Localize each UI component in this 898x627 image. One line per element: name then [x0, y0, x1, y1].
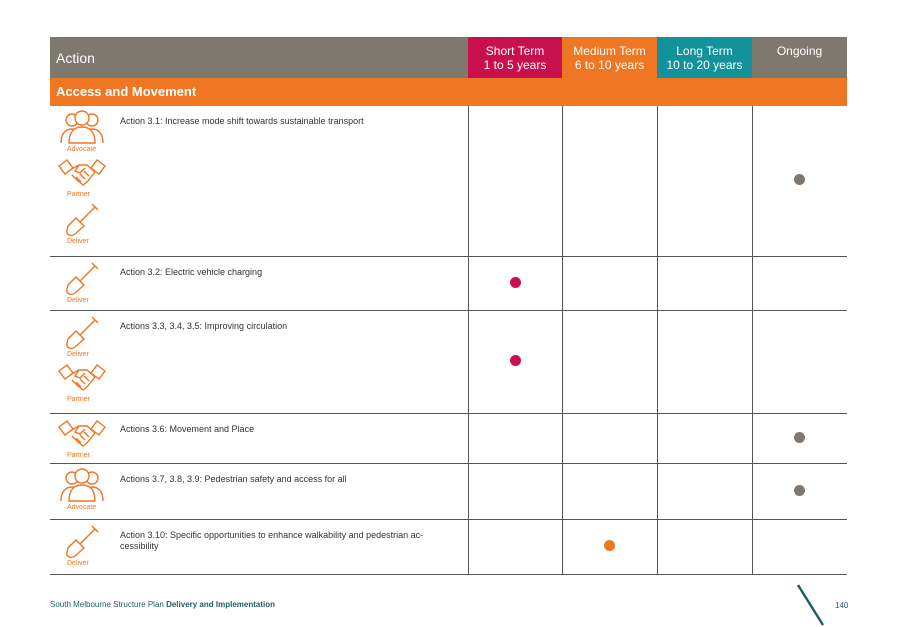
header-medium-term	[562, 37, 657, 78]
table-row	[50, 464, 847, 520]
partner-role	[50, 417, 114, 460]
shovel-icon	[50, 201, 114, 237]
action-cell	[50, 106, 468, 257]
table-row	[50, 520, 847, 575]
medium-term-cell	[562, 257, 657, 311]
section-row	[50, 78, 847, 106]
page-number: 140	[835, 601, 849, 610]
medium-term-cell	[562, 414, 657, 464]
deliver-label: Deliver	[67, 297, 89, 304]
action-text: Actions 3.7, 3.8, 3.9: Pedestrian safety and access for all	[120, 474, 347, 484]
short-term-cell	[468, 257, 562, 311]
medium-term-cell	[562, 464, 657, 520]
action-text: Actions 3.6: Movement and Place	[120, 424, 255, 434]
long-term-cell	[657, 106, 752, 257]
medium-term-cell	[562, 520, 657, 575]
ongoing-term-cell	[752, 311, 847, 414]
shovel-icon	[50, 523, 114, 559]
header-medium-range: 6 to 10 years	[574, 57, 645, 72]
table-row	[50, 414, 847, 464]
people-group-icon	[50, 109, 114, 145]
deliver-role	[50, 314, 114, 359]
deliver-label: Deliver	[67, 351, 89, 358]
action-cell	[50, 311, 468, 414]
handshake-icon	[50, 361, 114, 395]
ongoing-term-cell	[752, 106, 847, 257]
action-cell	[50, 257, 468, 311]
action-text: Action 3.1: Increase mode shift towards sustainable transport	[120, 116, 364, 126]
deliver-role	[50, 201, 114, 246]
medium-term-cell	[562, 106, 657, 257]
table-row	[50, 106, 847, 257]
action-cell	[50, 464, 468, 520]
long-term-cell	[657, 520, 752, 575]
decorative-slash	[795, 582, 827, 627]
partner-role	[50, 156, 114, 199]
ongoing-term-marker	[794, 432, 805, 443]
ongoing-term-cell	[752, 520, 847, 575]
header-ongoing: Ongoing	[752, 37, 847, 78]
partner-label: Partner	[67, 396, 90, 403]
shovel-icon	[50, 260, 114, 296]
deliver-role	[50, 523, 114, 568]
advocate-label: Advocate	[67, 504, 97, 511]
role-icons	[50, 414, 114, 462]
header-action: Action	[50, 37, 468, 78]
partner-role	[50, 361, 114, 404]
delivery-table	[50, 37, 847, 575]
header-long-range: 10 to 20 years	[666, 57, 743, 72]
long-term-cell	[657, 257, 752, 311]
header-short-term	[468, 37, 562, 78]
short-term-cell	[468, 414, 562, 464]
shovel-icon	[50, 314, 114, 350]
footer-doc-title	[50, 600, 275, 609]
medium-term-marker	[604, 540, 615, 551]
action-text: Action 3.10: Specific opportunities to enhance walkability and pedestrian ac-cessibility	[120, 530, 424, 551]
short-term-cell	[468, 520, 562, 575]
footer-doc-name: South Melbourne Structure Plan	[50, 600, 164, 609]
section-title: Access and Movement	[50, 78, 847, 106]
deliver-label: Deliver	[67, 560, 89, 567]
header-medium-title: Medium Term	[573, 43, 646, 58]
short-term-cell	[468, 311, 562, 414]
long-term-cell	[657, 464, 752, 520]
long-term-cell	[657, 414, 752, 464]
table-header-row	[50, 37, 847, 78]
header-long-term	[657, 37, 752, 78]
partner-label: Partner	[67, 191, 90, 198]
ongoing-term-cell	[752, 257, 847, 311]
action-cell	[50, 414, 468, 464]
action-cell	[50, 520, 468, 575]
advocate-role	[50, 467, 114, 512]
advocate-label: Advocate	[67, 146, 97, 153]
table-row	[50, 257, 847, 311]
short-term-cell	[468, 464, 562, 520]
long-term-cell	[657, 311, 752, 414]
short-term-marker	[510, 355, 521, 366]
handshake-icon	[50, 417, 114, 451]
people-group-icon	[50, 467, 114, 503]
short-term-marker	[510, 277, 521, 288]
ongoing-term-marker	[794, 485, 805, 496]
short-term-cell	[468, 106, 562, 257]
role-icons	[50, 464, 114, 514]
ongoing-term-cell	[752, 464, 847, 520]
action-text: Actions 3.3, 3.4, 3.5: Improving circulation	[120, 321, 288, 331]
ongoing-term-cell	[752, 414, 847, 464]
deliver-label: Deliver	[67, 238, 89, 245]
header-short-range: 1 to 5 years	[483, 57, 547, 72]
advocate-role	[50, 109, 114, 154]
header-long-title: Long Term	[676, 43, 733, 58]
action-text: Action 3.2: Electric vehicle charging	[120, 267, 263, 277]
role-icons	[50, 311, 114, 406]
medium-term-cell	[562, 311, 657, 414]
partner-label: Partner	[67, 452, 90, 459]
role-icons	[50, 257, 114, 307]
ongoing-term-marker	[794, 174, 805, 185]
table-row	[50, 311, 847, 414]
role-icons	[50, 520, 114, 570]
handshake-icon	[50, 156, 114, 190]
deliver-role	[50, 260, 114, 305]
footer-section-name: Delivery and Implementation	[166, 600, 275, 609]
role-icons	[50, 106, 114, 248]
header-short-title: Short Term	[485, 43, 545, 58]
